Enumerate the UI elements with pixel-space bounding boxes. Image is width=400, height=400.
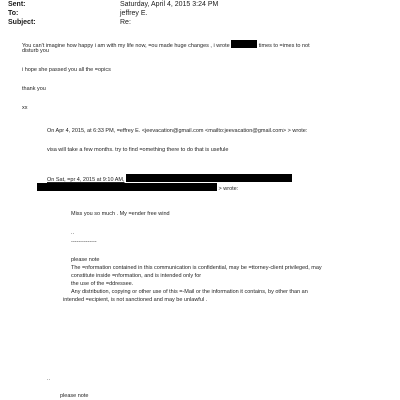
notice-p5: intended =ecipient, is not sanctioned and may be unlawful . bbox=[63, 297, 208, 303]
notice-p4: Any distribution, copying or other use of this =-Mail or the information it contains, by other than an bbox=[71, 289, 308, 295]
notice-p3: the use of the =ddressee. bbox=[71, 281, 134, 287]
redaction-block bbox=[231, 40, 257, 48]
body-line-2: disturb you bbox=[22, 48, 49, 54]
quote1-text: visa will take a few months. try to find =omething there to do that is usefule bbox=[47, 147, 229, 153]
subject-label: Subject: bbox=[8, 19, 36, 26]
body-line-4: thank you bbox=[22, 86, 46, 92]
body-line-5: xx bbox=[22, 105, 28, 111]
sent-label: Sent: bbox=[8, 1, 26, 8]
redaction-block bbox=[126, 174, 292, 182]
quote2-attribution-end: > wrote: bbox=[218, 186, 239, 192]
body-line-1 bbox=[22, 40, 310, 50]
quote2-attribution-start: On Sat, =pr 4, 2015 at 9:10 AM, bbox=[47, 177, 125, 183]
notice-dots: .. bbox=[71, 230, 75, 236]
redaction-block bbox=[37, 183, 217, 191]
body-line-1a: You can't imagine how happy i am with my life now, =ou made huge changes , i wrote bbox=[22, 43, 230, 49]
footer-title: please note bbox=[60, 393, 89, 399]
body-line-1b: times to =imes to not bbox=[258, 43, 310, 49]
quote1-attribution: On Apr 4, 2015, at 6:33 PM, =effrey E. <jeevacation@gmail.com <mailto:jeevacation@gmail.com> > wrote: bbox=[47, 128, 308, 134]
body-line-3: i hope she passed you all the =opics bbox=[22, 67, 111, 73]
notice-title: please note bbox=[71, 257, 100, 263]
quote2-text: Miss you so much . My =ender free wind bbox=[71, 211, 170, 217]
quote2-attribution-line2 bbox=[37, 183, 238, 193]
to-value: jeffrey E. bbox=[120, 10, 148, 17]
notice-dashes: -------------- bbox=[71, 239, 97, 245]
footer-dots: .. bbox=[47, 376, 51, 382]
notice-p1: The =nformation contained in this communication is confidential, may be =ttorney-client privileged, may bbox=[71, 265, 322, 271]
sent-value: Saturday, April 4, 2015 3:24 PM bbox=[120, 1, 219, 8]
subject-value: Re: bbox=[120, 19, 131, 26]
notice-p2: constitute inside =nformation, and is intended only for bbox=[71, 273, 202, 279]
to-label: To: bbox=[8, 10, 19, 17]
